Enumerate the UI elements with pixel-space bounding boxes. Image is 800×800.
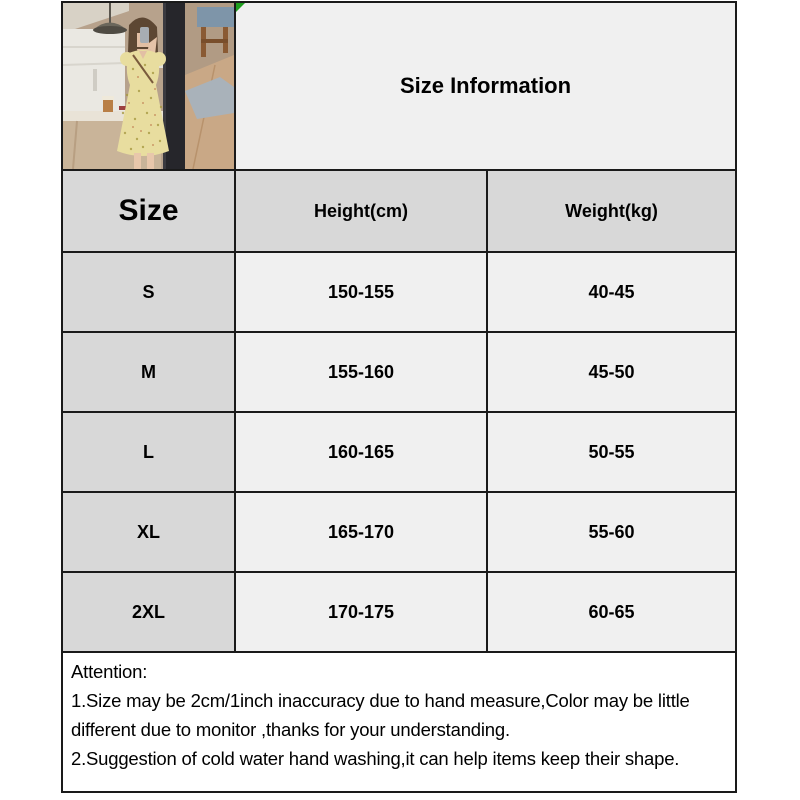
attention-note: 1.Size may be 2cm/1inch inaccuracy due to hand measure,Color may be little different due to monitor ,thanks for your understanding. [71, 690, 690, 740]
size-cell: S [63, 253, 234, 331]
size-cell: L [63, 413, 234, 491]
weight-cell: 40-45 [488, 253, 735, 331]
height-cell: 155-160 [236, 333, 486, 411]
height-cell: 150-155 [236, 253, 486, 331]
page-title: Size Information [399, 73, 572, 98]
col-header-height: Height(cm) [236, 171, 486, 251]
weight-cell: 50-55 [488, 413, 735, 491]
weight-cell: 55-60 [488, 493, 735, 571]
attention-title: Attention: [71, 661, 148, 682]
corner-flag-icon [236, 3, 245, 12]
size-table [61, 1, 737, 653]
height-cell: 170-175 [236, 573, 486, 651]
height-cell: 165-170 [236, 493, 486, 571]
size-information-header [236, 3, 735, 169]
height-cell: 160-165 [236, 413, 486, 491]
attention-note: 2.Suggestion of cold water hand washing,it can help items keep their shape. [71, 748, 680, 769]
product-photo-illustration [63, 3, 234, 169]
product-photo [63, 3, 234, 169]
size-cell: M [63, 333, 234, 411]
weight-cell: 60-65 [488, 573, 735, 651]
col-header-size: Size [63, 171, 234, 251]
attention-box [61, 651, 737, 793]
size-cell: XL [63, 493, 234, 571]
col-header-weight: Weight(kg) [488, 171, 735, 251]
size-cell: 2XL [63, 573, 234, 651]
weight-cell: 45-50 [488, 333, 735, 411]
size-chart-sheet [61, 1, 737, 653]
